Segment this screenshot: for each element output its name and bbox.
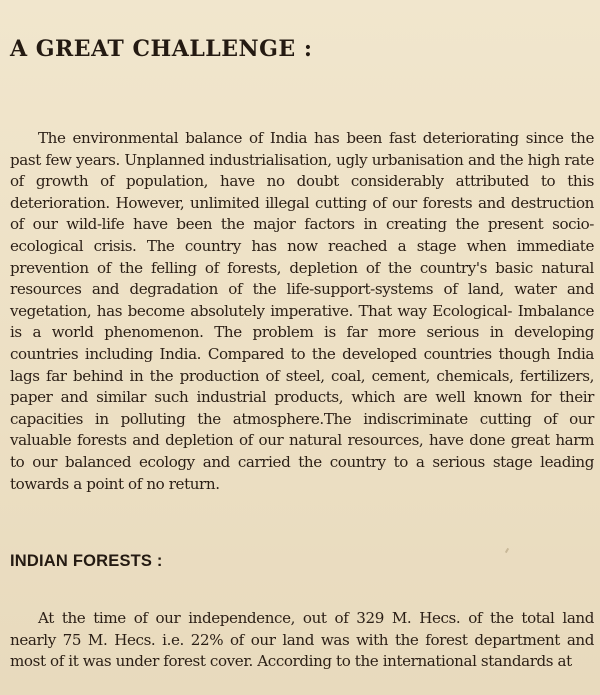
paragraph-great-challenge: The environmental balance of India has been fast deteriorating since the past few years. Unplanned industrialisation, ugly urbanisation and the high rate of growth of population, have no doubt considerably attributed to this deterioration. However, unlimited illegal cutting of our forests and destruction of our wild-life have been the major factors in creating the present socio-ecological crisis. The country has now reached a stage when immediate prevention of the felling of forests, depletion of the country's basic natural resources and degradation of the life-support-systems of land, water and vegetation, has become absolutely imperative. That way Ecological- Imbalance is a world phenomenon. The problem is far more serious in developing countries including India. Compared to the developed countries though India lags far behind in the production of steel, coal, cement, chemicals, fertilizers, paper and similar such industrial products, which are well known for their capacities in polluting the atmosphere.The indiscriminate cutting of our valuable forests and depletion of our natural resources, have done great harm to our balanced ecology and carried the country to a serious stage leading towards a point of no return.: [10, 129, 594, 493]
paragraph-indian-forests: At the time of our independence, out of 329 M. Hecs. of the total land nearly 75 M. Hecs. i.e. 22% of our land was with the forest department and most of it was under forest cover. According to the international standards at: [10, 609, 594, 671]
section-heading-indian-forests: INDIAN FORESTS :: [10, 552, 163, 570]
paper-speck: [505, 548, 509, 553]
section-heading-great-challenge: A GREAT CHALLENGE :: [10, 36, 313, 62]
